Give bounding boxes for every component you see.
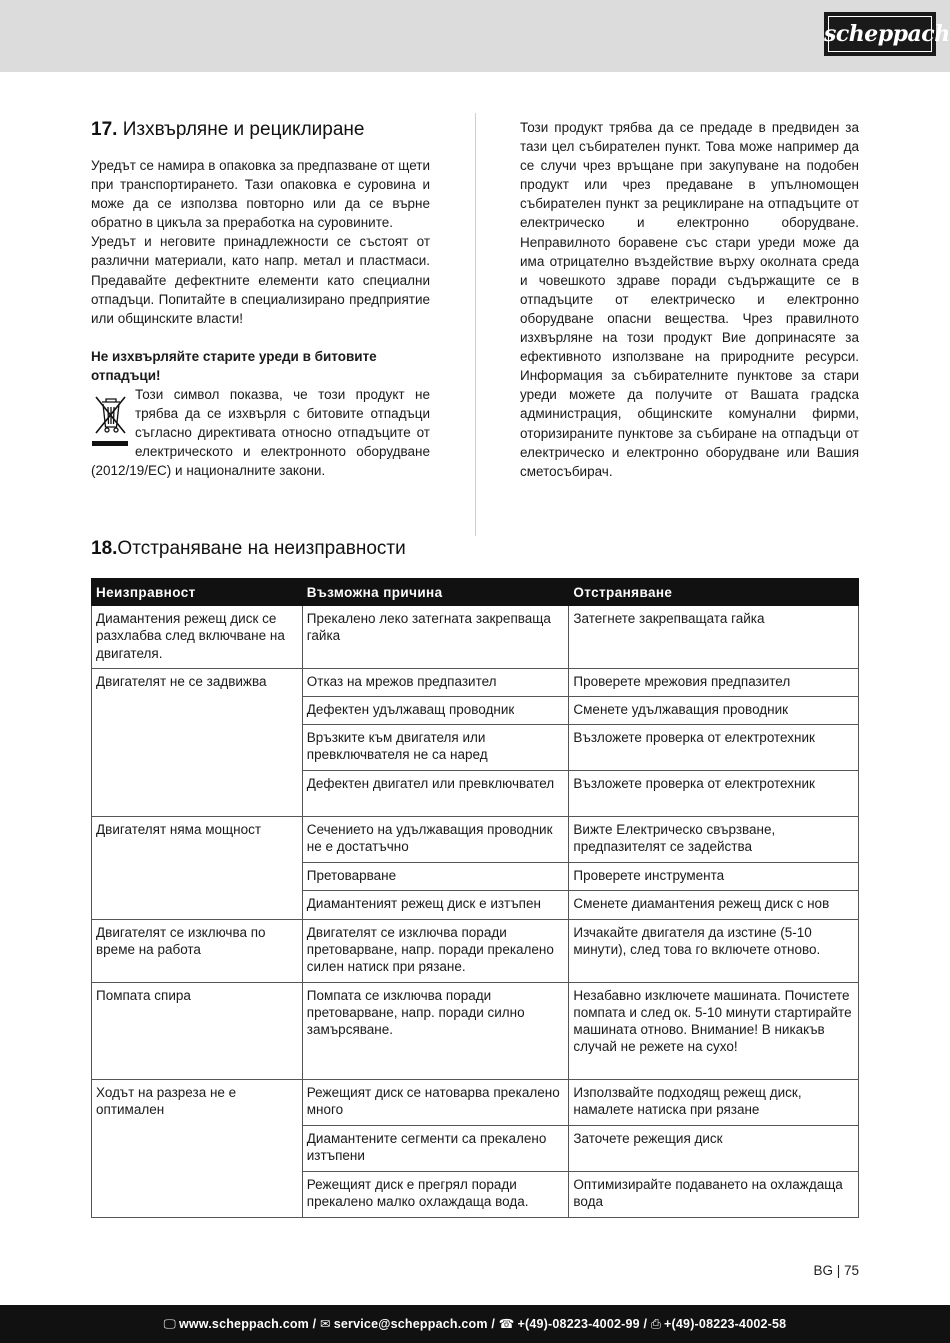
table-header-row bbox=[92, 579, 859, 606]
table-row bbox=[92, 1079, 859, 1125]
header-fault: Неизправност bbox=[92, 579, 303, 606]
troubleshooting-table bbox=[91, 578, 859, 1218]
cause-cell: Връзките към двигателя или превключвателя не са наред bbox=[302, 725, 569, 771]
header-cause: Възможна причина bbox=[302, 579, 569, 606]
fault-cell: Двигателят няма мощност bbox=[92, 817, 303, 919]
remedy-cell: Използвайте подходящ режещ диск, намалете натиска при рязане bbox=[569, 1079, 859, 1125]
header-bar bbox=[0, 0, 950, 72]
weee-symbol-text: Този символ показва, че този продукт не трябва да се изхвърля с битовите отпадъци съгласно директивата относно отпадъците от електрическото и електронното оборудване (2012/19/ЕС) и националните закони. bbox=[91, 387, 430, 479]
remedy-cell: Вижте Електрическо свързване, предпазителят се задейства bbox=[569, 817, 859, 863]
section-18-number: 18. bbox=[91, 538, 118, 559]
fault-cell: Двигателят не се задвижва bbox=[92, 668, 303, 816]
packaging-paragraph: Уредът се намира в опаковка за предпазване от щети при транспортирането. Тази опаковка е суровина и може да се използва повторно или да се върне обратно в цикъла за преработка на суровините. bbox=[91, 158, 430, 231]
monitor-icon: 🖵 bbox=[163, 1317, 176, 1331]
fax-icon: ⎙ bbox=[650, 1317, 662, 1331]
materials-paragraph: Уредът и неговите принадлежности се състоят от различни материали, като напр. метал и пластмаси. Предавайте дефектните елементи като специални отпадъци. Попитайте в специализирано предприятие или общинските власти! bbox=[91, 234, 430, 326]
section-18-title: Отстраняване на неизправности bbox=[117, 538, 406, 559]
footer-email[interactable]: service@scheppach.com / bbox=[333, 1317, 496, 1331]
weee-notice bbox=[91, 385, 430, 480]
remedy-cell: Сменете удължаващия проводник bbox=[569, 697, 859, 725]
mail-icon: ✉ bbox=[320, 1317, 331, 1331]
household-waste-warning: Не изхвърляйте старите уреди в битовите отпадъци! bbox=[91, 348, 377, 383]
cause-cell: Прекалено леко затегната закрепваща гайка bbox=[302, 606, 569, 669]
column-divider bbox=[475, 113, 476, 536]
cause-cell: Претоварване bbox=[302, 863, 569, 891]
footer-fax: +(49)-08223-4002-58 bbox=[664, 1317, 787, 1331]
cause-cell: Дефектен удължаващ проводник bbox=[302, 697, 569, 725]
table-row bbox=[92, 982, 859, 1079]
remedy-cell: Заточете режещия диск bbox=[569, 1125, 859, 1171]
cause-cell: Режещият диск се натоварва прекалено много bbox=[302, 1079, 569, 1125]
table-row bbox=[92, 817, 859, 863]
footer-phone: +(49)-08223-4002-99 / bbox=[517, 1317, 648, 1331]
section-17-heading bbox=[91, 118, 430, 142]
crossed-bin-icon bbox=[91, 389, 129, 447]
remedy-cell: Сменете диамантения режещ диск с нов bbox=[569, 891, 859, 919]
section-18-heading bbox=[91, 537, 406, 561]
remedy-cell: Възложете проверка от електротехник bbox=[569, 771, 859, 817]
header-remedy: Отстраняване bbox=[569, 579, 859, 606]
fault-cell: Диамантения режещ диск се разхлабва след включване на двигателя. bbox=[92, 606, 303, 669]
fault-cell: Помпата спира bbox=[92, 982, 303, 1079]
remedy-cell: Проверете мрежовия предпазител bbox=[569, 668, 859, 696]
collection-point-paragraph: Този продукт трябва да се предаде в предвиден за тази цел събирателен пункт. Това може например да се случи чрез връщане при закупуване на подобен продукт или чрез предаване в упълномощен събирателен пункт за рециклиране на отпадъците от електрическо и електронно оборудване. Неправилното боравене със стари уреди може да има отрицателно въздействие върху околната среда и човешкото здраве поради съдържащите се в отпадъците от електрическо и електронно оборудване опасни вещества. Чрез правилното изхвърляне на този продукт Вие допринасяте за ефективното използване на природните ресурси. Информация за събирателните пунктове за стари уреди можете да получите от Вашата градска администрация, общинските комунални фирми, оторизираните пунктове за събиране на отпадъци от електрическо и електронно оборудване или Вашия сметосъбирач. bbox=[520, 120, 859, 479]
section-17-number: 17. bbox=[91, 119, 118, 140]
cause-cell: Двигателят се изключва поради претоварване, напр. поради прекалено силен натиск при рязане. bbox=[302, 919, 569, 982]
table-row bbox=[92, 668, 859, 696]
cause-cell: Диамантеният режещ диск е изтъпен bbox=[302, 891, 569, 919]
cause-cell: Сечението на удължаващия проводник не е достатъчно bbox=[302, 817, 569, 863]
cause-cell: Отказ на мрежов предпазител bbox=[302, 668, 569, 696]
remedy-cell: Изчакайте двигателя да изстине (5-10 минути), след това го включете отново. bbox=[569, 919, 859, 982]
cause-cell: Диамантените сегменти са прекалено изтъпени bbox=[302, 1125, 569, 1171]
section-17-right bbox=[520, 118, 859, 481]
brand-logo: scheppach bbox=[824, 12, 936, 56]
fault-cell: Двигателят се изключва по време на работа bbox=[92, 919, 303, 982]
section-17-left bbox=[91, 118, 430, 481]
cause-cell: Дефектен двигател или превключвател bbox=[302, 771, 569, 817]
cause-cell: Режещият диск е прегрял поради прекалено малко охлаждаща вода. bbox=[302, 1171, 569, 1217]
cause-cell: Помпата се изключва поради претоварване, напр. поради силно замърсяване. bbox=[302, 982, 569, 1079]
remedy-cell: Възложете проверка от електротехник bbox=[569, 725, 859, 771]
page-number: BG | 75 bbox=[813, 1263, 859, 1278]
phone-icon: ☎ bbox=[498, 1317, 515, 1331]
remedy-cell: Затегнете закрепващата гайка bbox=[569, 606, 859, 669]
fault-cell: Ходът на разреза не е оптимален bbox=[92, 1079, 303, 1217]
remedy-cell: Проверете инструмента bbox=[569, 863, 859, 891]
footer-website[interactable]: www.scheppach.com / bbox=[178, 1317, 317, 1331]
table-row bbox=[92, 606, 859, 669]
remedy-cell: Незабавно изключете машината. Почистете помпата и след ок. 5-10 минути стартирайте машината отново. Внимание! В никакъв случай не режете на сухо! bbox=[569, 982, 859, 1079]
footer-bar bbox=[0, 1305, 950, 1343]
section-17-title: Изхвърляне и рециклиране bbox=[122, 119, 365, 140]
table-row bbox=[92, 919, 859, 982]
remedy-cell: Оптимизирайте подаването на охлаждаща вода bbox=[569, 1171, 859, 1217]
